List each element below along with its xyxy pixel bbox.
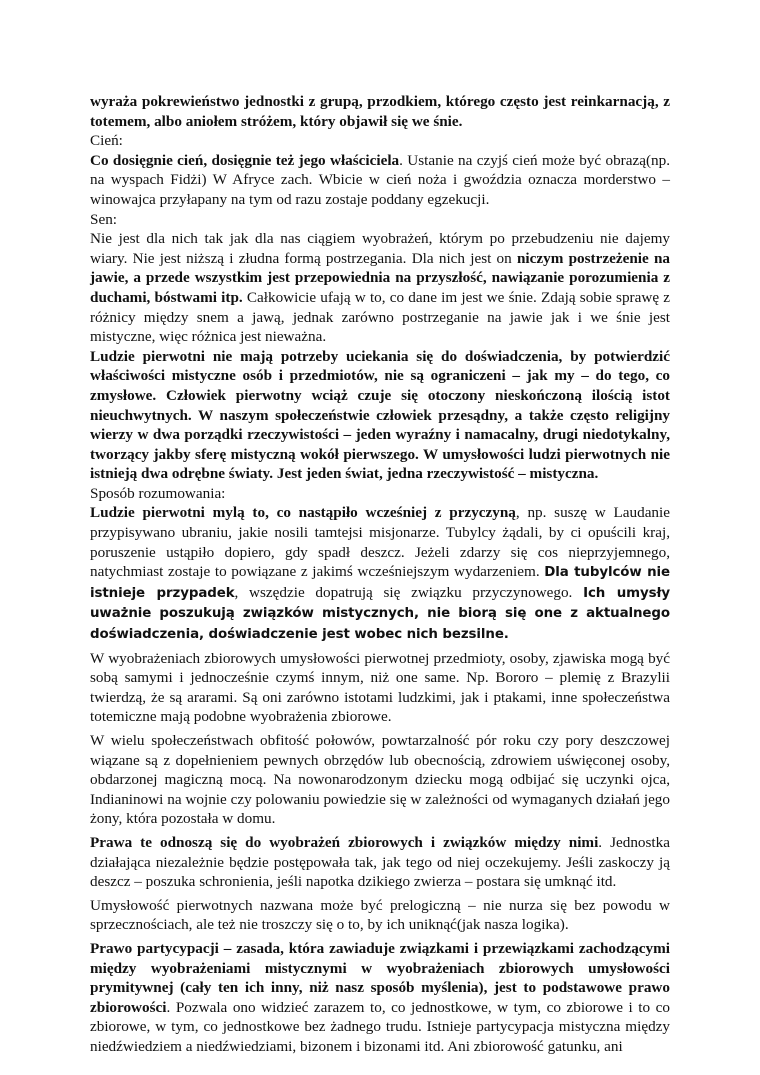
paragraph-cien [90, 151, 670, 210]
paragraph-prawa [90, 833, 670, 892]
paragraph-ludzie-pierwotni [90, 347, 670, 484]
paragraph-wyobrazenia-zbiorowe: W wyobrażeniach zbiorowych umysłowości pierwotnej przedmioty, osoby, zjawiska mogą być sobą samymi i jednocześnie czymś innym, niż one same. Np. Bororo – plemię z Brazylii twierdzą, że są ararami. Są oni zarówno istotami ludzkimi, jak i ptakami, inne społeczeństwa totemiczne mają podobne wyobrażenia zbiorowe. [90, 649, 670, 726]
partycypacja-text: . Pozwala ono widzieć zarazem to, co jednostkowe, w tym, co zbiorowe i to co zbiorowe, w tym, co jednostkowe bez żadnego trudu. Istnieje partycypacja mistyczna między niedźwiedziem a niedźwiedziami, bizonem i bizonami itd. Ani zbiorowość gatunku, ani [90, 998, 670, 1055]
cien-bold-text: Co dosięgnie cień, dosięgnie też jego właściciela [90, 151, 400, 169]
paragraph-sposob-rozumowania [90, 503, 670, 644]
sposob-text-2: , wszędzie dopatrują się związku przyczynowego. [234, 583, 584, 601]
ludzie-bold-text: Ludzie pierwotni nie mają potrzeby uciekania się do doświadczenia, by potwierdzić właściwości mistyczne osób i przedmiotów, nie są ograniczeni – jak my – do tego, co zmysłowe. Człowiek pierwotny wciąż czuje się otoczony nieskończoną ilością istot nieuchwytnych. W naszym społeczeństwie człowiek przesądny, a także często religijny wierzy w dwa porządki rzeczywistości – jeden wyraźny i namacalny, drugi niedotykalny, tworzący jakby sferę mistyczną wokół pierwszego. W umysłowości ludzi pierwotnych nie istnieją dwa odrębne światy. Jest jeden świat, jedna rzeczywistość – mistyczna. [90, 347, 670, 483]
sen-text-2: Całkowicie ufają w to, co dane im jest we śnie. Zdają sobie sprawę z różnicy między snem a jawą, jednak zarówno postrzeganie na jawie jak i we śnie jest mistyczne, więc różnica jest nieważna. [90, 288, 670, 346]
sposob-text-1: , np. suszę w Laudanie przypisywano ubraniu, jakie nosili tamtejsi misjonarze. Tubylcy żądali, by ci opuścili kraj, poruszenie ustąpiło dopiero, gdy spadł deszcz. Jeżeli zdarzy się cos nieprzyjemnego, natychmiast zostaje to powiązane z jakimś wcześniejszym wydarzeniem. [90, 504, 670, 581]
sposob-bold-text-2: Dla tubylców nie istnieje przypadek [90, 565, 670, 601]
paragraph-sen [90, 229, 670, 347]
section-label-cien: Cień: [90, 132, 123, 150]
paragraph-intro [90, 92, 670, 131]
sposob-bold-text-3: Ich umysły uważnie poszukują związków mistycznych, nie biorą się one z aktualnego doświadczenia, doświadczenie jest wobec nich bezsilne. [90, 585, 670, 643]
paragraph-umyslowosc-prelogiczna: Umysłowość pierwotnych nazwana może być prelogiczną – nie nurza się bez powodu w sprzecznościach, ale też nie troszczy się o to, by ich uniknąć(jak nasza logika). [90, 896, 670, 934]
paragraph-spoleczenstwa: W wielu społeczeństwach obfitość połowów, powtarzalność pór roku czy pory deszczowej wiązane są z dopełnieniem pewnych obrzędów lub obecnością, zdrowiem uświęconej osoby, obdarzonej magiczną mocą. Na nowonarodzonym dziecku mogą odbijać się uczynki ojca, Indianinowi na wojnie czy polowaniu powiedzie się w zależności od wymaganych działań jego żony, która pozostała w domu. [90, 732, 670, 828]
section-label-sposob-rozumowania: Sposób rozumowania: [90, 484, 226, 502]
sposob-bold-text-1: Ludzie pierwotni mylą to, co nastąpiło wcześniej z przyczyną [90, 504, 516, 522]
intro-bold-text: wyraża pokrewieństwo jednostki z grupą, przodkiem, którego często jest reinkarnacją, z totemem, albo aniołem stróżem, który objawił się we śnie. [90, 93, 670, 130]
section-label-sen: Sen: [90, 210, 118, 228]
document-page [90, 92, 670, 1057]
cien-text: . Ustanie na czyjś cień może być obrazą(np. na wyspach Fidżi) W Afryce zach. Wbicie w cień noża i gwoździa oznacza morderstwo – winowajca przyłapany na tym od razu zostaje poddany egzekucji. [90, 151, 670, 208]
sen-text-1: Nie jest dla nich tak jak dla nas ciągiem wyobrażeń, którym po przebudzeniu nie dajemy wiary. Nie jest niższą i złudna formą postrzegania. Dla nich jest on [90, 230, 670, 267]
paragraph-prawo-partycypacji [90, 939, 670, 1057]
partycypacja-bold-text: Prawo partycypacji – zasada, która zawiaduje związkami i przewiązkami zachodzącymi między wyobrażeniami mistycznymi w wyobrażeniach zbiorowych umysłowości prymitywnej (cały ten ich inny, niż nasz sposób myślenia), jest to podstawowe prawo zbiorowości [90, 939, 670, 1016]
prawa-bold-text: Prawa te odnoszą się do wyobrażeń zbiorowych i związków między nimi [90, 833, 599, 851]
sen-bold-text: niczym postrzeżenie na jawie, a przede wszystkim jest przepowiednia na przyszłość, nawiązanie porozumienia z duchami, bóstwami itp. [90, 249, 670, 306]
prawa-text: . Jednostka działająca niezależnie będzie postępowała tak, jak tego od niej oczekujemy. Jeśli zaskoczy ją deszcz – poszuka schronienia, jeśli napotka dzikiego zwierza – postara się umknąć itd. [90, 833, 670, 891]
